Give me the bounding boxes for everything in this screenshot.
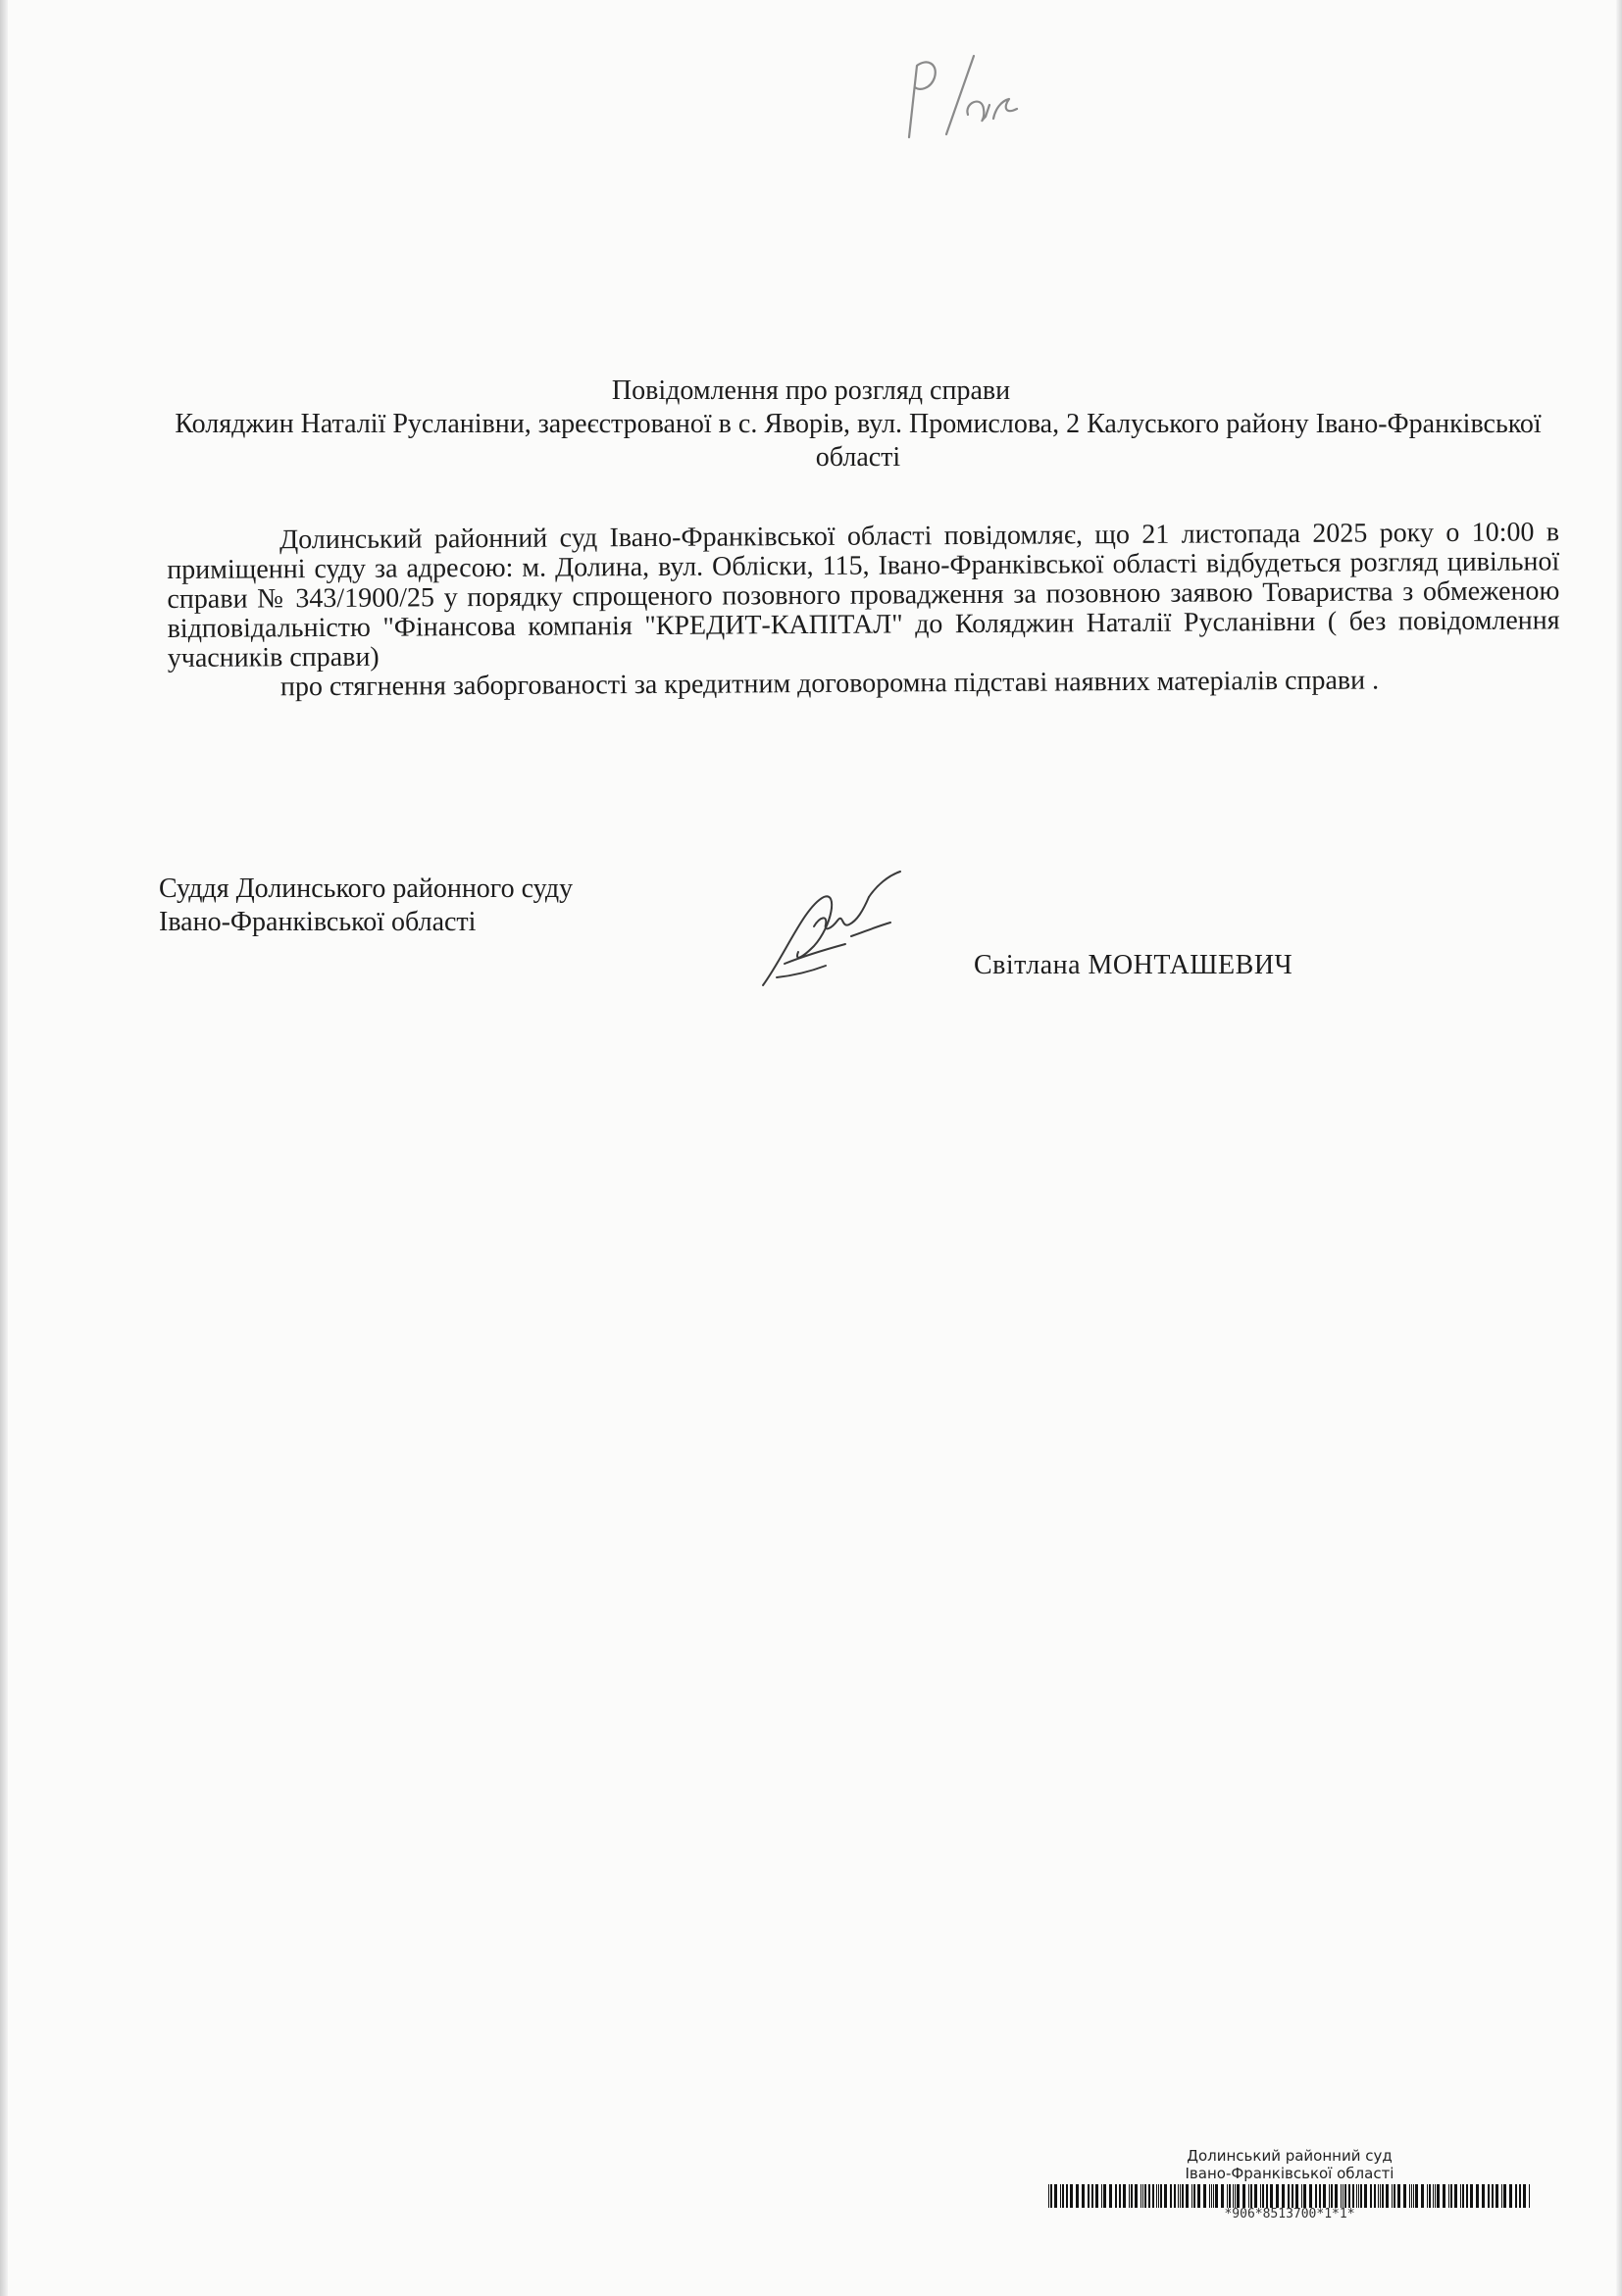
barcode-bar	[1180, 2184, 1181, 2208]
judge-name: Світлана МОНТАШЕВИЧ	[974, 950, 1293, 980]
barcode-bar	[1062, 2184, 1064, 2208]
barcode-bar	[1070, 2184, 1073, 2208]
barcode-bar	[1462, 2184, 1464, 2208]
barcode-bar	[1109, 2184, 1112, 2208]
barcode-bar	[1095, 2184, 1098, 2208]
barcode-bar	[1048, 2184, 1049, 2208]
barcode-bar	[1429, 2184, 1431, 2208]
barcode-bar	[1227, 2184, 1228, 2208]
barcode-bar	[1529, 2184, 1530, 2208]
barcode-bar	[1454, 2184, 1457, 2208]
barcode-bar	[1123, 2184, 1126, 2208]
barcode-bar	[1101, 2184, 1102, 2208]
barcode-bar	[1409, 2184, 1410, 2208]
barcode-bar	[1309, 2184, 1312, 2208]
barcode-bar	[1250, 2184, 1252, 2208]
barcode-bar	[1335, 2184, 1338, 2208]
barcode-bar	[1466, 2184, 1468, 2208]
barcode-bar	[1450, 2184, 1452, 2208]
barcode-bar	[1433, 2184, 1434, 2208]
barcode-bar	[1356, 2184, 1357, 2208]
barcode-bar	[1341, 2184, 1342, 2208]
barcode-bar	[1266, 2184, 1268, 2208]
barcode-bar	[1358, 2184, 1359, 2208]
barcode-bar	[1260, 2184, 1261, 2208]
barcode-bar	[1131, 2184, 1133, 2208]
barcode-text: *906*8513700*1*1*	[1224, 2208, 1355, 2218]
barcode-bar	[1164, 2184, 1167, 2208]
barcode-bar	[1119, 2184, 1121, 2208]
barcode-bar	[1282, 2184, 1285, 2208]
notice-title: Повідомлення про розгляд справи	[611, 375, 1011, 406]
barcode-bar	[1215, 2184, 1218, 2208]
barcode-bar	[1482, 2184, 1485, 2208]
barcode-bar	[1103, 2184, 1106, 2208]
barcode-bar	[1174, 2184, 1176, 2208]
barcode-bar	[1460, 2184, 1461, 2208]
barcode-bar	[1050, 2184, 1052, 2208]
barcode-bar	[1295, 2184, 1298, 2208]
barcode-bar	[1152, 2184, 1154, 2208]
barcode-bar	[1229, 2184, 1231, 2208]
barcode-bar	[1519, 2184, 1521, 2208]
barcode-bar	[1515, 2184, 1517, 2208]
barcode-bar	[1411, 2184, 1412, 2208]
barcode-bar	[1348, 2184, 1350, 2208]
barcode-bar	[1331, 2184, 1333, 2208]
barcode-bar	[1382, 2184, 1384, 2208]
barcode-bar	[1443, 2184, 1445, 2208]
barcode-bar	[1156, 2184, 1157, 2208]
barcode-bar	[1421, 2184, 1424, 2208]
barcode-bar	[1197, 2184, 1200, 2208]
barcode-bar	[1364, 2184, 1367, 2208]
barcode-bar	[1170, 2184, 1172, 2208]
barcode-bar	[1435, 2184, 1436, 2208]
barcode-bar	[1211, 2184, 1212, 2208]
barcode-bar	[1488, 2184, 1490, 2208]
barcode-bar	[1523, 2184, 1526, 2208]
barcode-bar	[1178, 2184, 1179, 2208]
barcode-bar	[1427, 2184, 1428, 2208]
barcode-bar	[1082, 2184, 1085, 2208]
barcode-bar	[1088, 2184, 1090, 2208]
barcode-bar	[1509, 2184, 1512, 2208]
barcode-bar	[1386, 2184, 1389, 2208]
barcode-bar	[1360, 2184, 1362, 2208]
barcode-bar	[1437, 2184, 1440, 2208]
barcode-bar	[1270, 2184, 1273, 2208]
barcode-bar	[1470, 2184, 1473, 2208]
barcode-bar	[1129, 2184, 1130, 2208]
judge-position-line-1: Суддя Долинського районного суду	[159, 873, 574, 904]
barcode-bar	[1142, 2184, 1143, 2208]
judge-position	[159, 873, 708, 939]
barcode-bar	[1193, 2184, 1195, 2208]
barcode	[1044, 2184, 1535, 2208]
barcode-bar	[1415, 2184, 1418, 2208]
barcode-bar	[1191, 2184, 1192, 2208]
barcode-bar	[1413, 2184, 1414, 2208]
barcode-bar	[1213, 2184, 1214, 2208]
judge-signature	[755, 868, 927, 990]
notice-paragraph-2: про стягнення заборгованості за кредитним договоромна підставі наявних матеріалів справи .	[279, 665, 1380, 703]
barcode-bar	[1186, 2184, 1189, 2208]
barcode-bar	[1242, 2184, 1245, 2208]
barcode-bar	[1288, 2184, 1290, 2208]
barcode-bar	[1076, 2184, 1079, 2208]
barcode-bar	[1221, 2184, 1224, 2208]
barcode-bar	[1233, 2184, 1234, 2208]
barcode-bar	[1091, 2184, 1093, 2208]
barcode-bar	[1370, 2184, 1372, 2208]
notice-paragraph-1: Долинський районний суд Івано-Франківської області повідомляє, що 21 листопада 2025 року о 10:00 в приміщенні суду за адресою: м. Долина, вул. Обліски, 115, Івано-Франківської області відбудеться розгляд цивільної справи № 343/1900/25 у порядку спрощеного позовного провадження за позовною заявою Товариства з обмеженою відповідальністю "Фінансова компанія "КРЕДИТ-КАПІТАЛ" до Коляджин Наталії Русланівни ( без повідомлення учасників справи)	[167, 517, 1560, 674]
barcode-bar	[1448, 2184, 1449, 2208]
barcode-bar	[1235, 2184, 1236, 2208]
barcode-bar	[1203, 2184, 1206, 2208]
barcode-bar	[1392, 2184, 1393, 2208]
barcode-bar	[1403, 2184, 1406, 2208]
barcode-bar	[1323, 2184, 1326, 2208]
stamp-line-2: Івано-Франківської області	[1185, 2165, 1394, 2182]
barcode-bar	[1492, 2184, 1494, 2208]
barcode-bar	[1344, 2184, 1346, 2208]
barcode-bar	[1374, 2184, 1376, 2208]
barcode-bar	[1054, 2184, 1057, 2208]
barcode-bar	[1209, 2184, 1210, 2208]
notice-subject: Коляджин Наталії Русланівни, зареєстрованої в с. Яворів, вул. Промислова, 2 Калуського району Івано-Франківської області	[175, 409, 1542, 473]
barcode-bar	[1182, 2184, 1184, 2208]
barcode-bar	[1301, 2184, 1302, 2208]
barcode-bar	[1148, 2184, 1150, 2208]
barcode-bar	[1135, 2184, 1138, 2208]
barcode-bar	[1276, 2184, 1279, 2208]
barcode-bar	[1352, 2184, 1354, 2208]
barcode-bar	[1237, 2184, 1240, 2208]
barcode-bar	[1115, 2184, 1117, 2208]
barcode-bar	[1303, 2184, 1306, 2208]
stamp-line-1: Долинський районний суд	[1187, 2147, 1393, 2165]
barcode-bar	[1495, 2184, 1498, 2208]
barcode-bar	[1329, 2184, 1330, 2208]
handwritten-mark	[887, 44, 1035, 152]
court-stamp	[1044, 2147, 1535, 2218]
barcode-bar	[1476, 2184, 1479, 2208]
barcode-bar	[1060, 2184, 1061, 2208]
barcode-bar	[1378, 2184, 1379, 2208]
barcode-bar	[1262, 2184, 1264, 2208]
barcode-bar	[1140, 2184, 1141, 2208]
barcode-bar	[1501, 2184, 1502, 2208]
barcode-bar	[1315, 2184, 1317, 2208]
barcode-bar	[1248, 2184, 1249, 2208]
barcode-bar	[1254, 2184, 1257, 2208]
barcode-bar	[1160, 2184, 1162, 2208]
barcode-bar	[1292, 2184, 1293, 2208]
scan-edge-right	[1616, 0, 1622, 2296]
barcode-bar	[1380, 2184, 1381, 2208]
barcode-bar	[1397, 2184, 1400, 2208]
notice-body	[167, 518, 1560, 703]
barcode-bar	[1503, 2184, 1506, 2208]
barcode-bar	[1394, 2184, 1395, 2208]
barcode-bar	[1319, 2184, 1321, 2208]
barcode-bar	[1158, 2184, 1159, 2208]
scan-edge-left	[0, 0, 8, 2296]
judge-position-line-2: Івано-Франківської області	[159, 907, 477, 937]
barcode-bar	[1144, 2184, 1146, 2208]
barcode-bar	[1066, 2184, 1068, 2208]
